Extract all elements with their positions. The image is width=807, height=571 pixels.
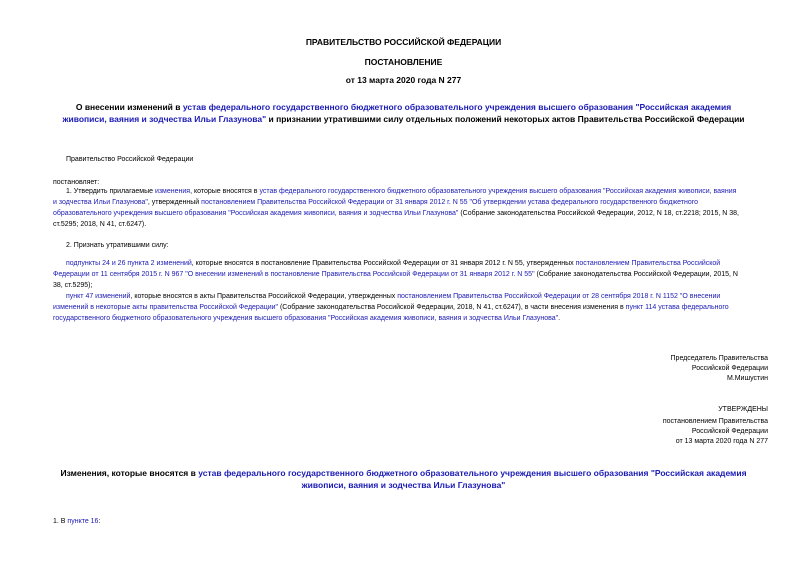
item1-point-link[interactable]: пункте 16: [67, 518, 99, 525]
p4-point-link[interactable]: пункт 47 изменений: [66, 293, 131, 300]
p3-text-d: (Собрание законодательства Российской Федерации, 2015, N 38, ст.5295);: [53, 271, 738, 289]
p4-charter-point-link[interactable]: пункт 114 устава федерального государственного бюджетного образовательного учреждения высшего образования "Российская академия живописи, ваяния и зодчества Ильи Глазунова": [53, 304, 729, 322]
signature-title-2: Российской Федерации: [691, 365, 768, 372]
item1-post: :: [98, 518, 101, 525]
document-title: [55, 101, 752, 125]
p4-text-b: , которые вносятся в акты Правительства Российской Федерации, утвержденных: [130, 293, 398, 300]
p1-resolution-link[interactable]: постановлением Правительства Российской Федерации от 31 января 2012 г. N 55 "Об утверждении устава федерального государственного бюджетного образовательного учреждения высшего образования "Российская академия живописи, ваяния и зодчества Ильи Глазунова": [53, 199, 699, 217]
document-date-number: от 13 марта 2020 года N 277: [345, 75, 462, 85]
p1-charter-link[interactable]: устав федерального государственного бюджетного образовательного учреждения высшего образования "Российская академия живописи, ваяния и зодчества Ильи Глазунова": [53, 188, 737, 206]
approved-line-1: постановлением Правительства: [662, 418, 768, 425]
p1-text-e: , утвержденный: [147, 199, 202, 206]
p1-text-c: , которые вносятся в: [190, 188, 260, 195]
p1-text-g: (Собрание законодательства Российской Федерации, 2012, N 18, ст.2218; 2015, N 38, ст.5295; 2018, N 41, ст.6247).: [53, 210, 739, 228]
p4-text-d: (Собрание законодательства Российской Федерации, 2018, N 41, ст.6247), в части внесения изменения в: [278, 304, 626, 311]
p1-text-a: 1. Утвердить прилагаемые: [66, 188, 155, 195]
document-type: ПОСТАНОВЛЕНИЕ: [364, 57, 443, 67]
decree-text: постановляет:: [53, 179, 100, 186]
p4-resolution-link[interactable]: постановлением Правительства Российской Федерации от 28 сентября 2018 г. N 1152 "О внесении изменений в некоторые акты правительства Российской Федерации": [53, 293, 721, 311]
changes-title-pre: Изменения, которые вносятся в: [60, 468, 199, 478]
changes-title-charter-link[interactable]: устав федерального государственного бюджетного образовательного учреждения высшего образования "Российская академия живописи, ваяния и зодчества Ильи Глазунова": [198, 468, 747, 490]
title-charter-link[interactable]: устав федерального государственного бюджетного образовательного учреждения высшего образования "Российская академия живописи, ваяния и зодчества Ильи Глазунова": [62, 102, 732, 124]
item-1: [53, 516, 100, 527]
paragraph-3: [53, 258, 741, 291]
paragraph-1: [53, 186, 741, 230]
p3-subparagraphs-link[interactable]: подпункты 24 и 26 пункта 2 изменений: [66, 260, 192, 267]
changes-title: [40, 467, 767, 491]
paragraph-4: [53, 291, 741, 324]
p1-changes-link[interactable]: изменения: [154, 188, 191, 195]
item1-pre: 1. В: [53, 518, 68, 525]
signature-title-1: Председатель Правительства: [670, 355, 768, 362]
p3-text-b: , которые вносятся в постановление Правительства Российской Федерации от 31 января 2012 г. N 55, утвержденных: [191, 260, 576, 267]
intro-text: Правительство Российской Федерации: [66, 156, 194, 163]
paragraph-2: 2. Признать утратившими силу:: [66, 242, 169, 249]
title-pre: О внесении изменений в: [75, 102, 183, 112]
p3-resolution-link[interactable]: постановлением Правительства Российской Федерации от 11 сентября 2015 г. N 967 "О внесении изменений в постановление Правительства Российской Федерации от 31 января 2012 г. N 55": [53, 260, 721, 278]
signature-name: М.Мишустин: [726, 375, 768, 382]
title-post: и признании утратившими силу отдельных положений некоторых актов Правительства Российской Федерации: [266, 114, 745, 124]
government-heading: ПРАВИТЕЛЬСТВО РОССИЙСКОЙ ФЕДЕРАЦИИ: [305, 37, 502, 47]
approved-line-2: Российской Федерации: [691, 428, 768, 435]
approved-label: УТВЕРЖДЕНЫ: [718, 406, 768, 413]
p4-text-f: .: [558, 315, 561, 322]
approved-line-3: от 13 марта 2020 года N 277: [675, 438, 768, 445]
